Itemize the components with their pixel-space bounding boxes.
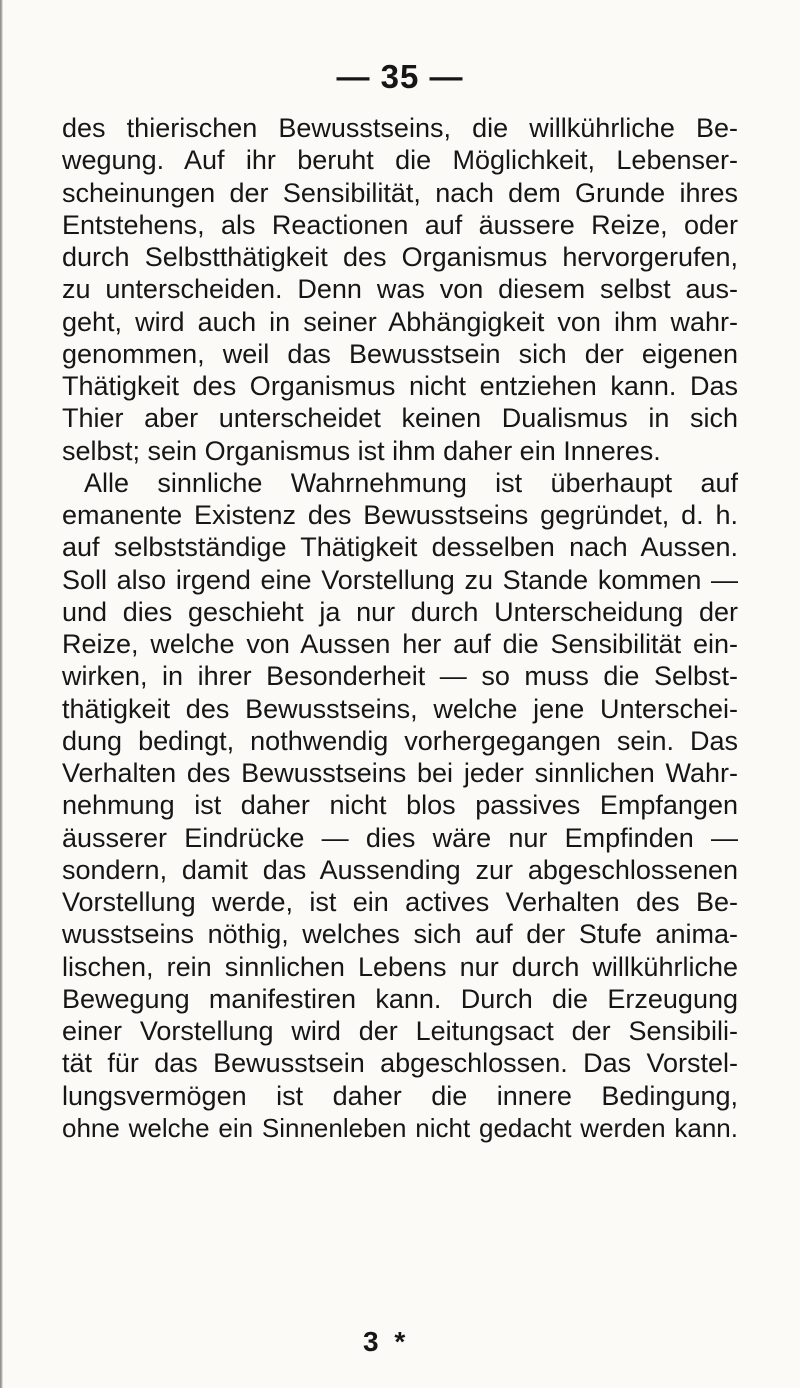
text-line: ohne welche ein Sinnenleben nicht gedacht werden kann. — [62, 1112, 738, 1143]
text-line: Vorstellung werde, ist ein actives Verhalten des Be- — [62, 887, 738, 917]
text-line: durch Selbstthätigkeit des Organismus hervorgerufen, — [62, 242, 738, 272]
text-line: geht, wird auch in seiner Abhängigkeit von ihm wahr- — [62, 306, 738, 337]
text-line: Reize, welche von Aussen her auf die Sensibilität ein- — [62, 629, 738, 659]
text-line: Alle sinnliche Wahrnehmung ist überhaupt auf — [84, 467, 738, 498]
text-line: tät für das Bewusstsein abgeschlossen. Das Vorstel- — [62, 1048, 738, 1079]
text-line: sondern, damit das Aussending zur abgeschlossenen — [62, 854, 738, 885]
text-line: einer Vorstellung wird der Leitungsact der Sensibili- — [62, 1016, 738, 1046]
text-line: und dies geschieht ja nur durch Unterscheidung der — [62, 596, 738, 627]
text-line: thätigkeit des Bewusstseins, welche jene Unterschei- — [62, 693, 738, 724]
text-line: wegung. Auf ihr beruht die Möglichkeit, Lebenser- — [62, 145, 738, 176]
page-binding-edge — [0, 0, 3, 1388]
text-line: auf selbstständige Thätigkeit desselben nach Aussen. — [62, 532, 738, 563]
text-line: lungsvermögen ist daher die innere Bedingung, — [62, 1080, 738, 1111]
text-line: selbst; sein Organismus ist ihm daher ein Inneres. — [62, 435, 661, 466]
text-line: wirken, in ihrer Besonderheit — so muss die Selbst- — [62, 661, 738, 692]
text-line: wusstseins nöthig, welches sich auf der Stufe anima- — [62, 919, 738, 950]
signature-mark: 3 * — [363, 1326, 410, 1357]
text-line: Thier aber unterscheidet keinen Dualismus in sich — [62, 403, 738, 434]
text-line: Thätigkeit des Organismus nicht entziehen kann. Das — [62, 371, 738, 401]
text-line: des thierischen Bewusstseins, die willkührliche Be- — [62, 113, 738, 143]
text-line: scheinungen der Sensibilität, nach dem Grunde ihres — [62, 177, 738, 208]
text-line: Bewegung manifestiren kann. Durch die Erzeugung — [62, 983, 738, 1014]
text-line: lischen, rein sinnlichen Lebens nur durch willkührliche — [62, 951, 738, 982]
text-line: Verhalten des Bewusstseins bei jeder sinnlichen Wahr- — [62, 758, 738, 788]
text-line: zu unterscheiden. Denn was von diesem selbst aus- — [62, 274, 738, 305]
text-line: emanente Existenz des Bewusstseins gegründet, d. h. — [62, 500, 738, 530]
text-line: Entstehens, als Reactionen auf äussere Reize, oder — [62, 209, 738, 240]
text-line: äusserer Eindrücke — dies wäre nur Empfinden — — [62, 822, 738, 853]
text-line: nehmung ist daher nicht blos passives Empfangen — [62, 790, 738, 821]
text-line: genommen, weil das Bewusstsein sich der eigenen — [62, 338, 738, 369]
text-line: Soll also irgend eine Vorstellung zu Stande kommen — — [62, 564, 738, 595]
body-text — [62, 112, 738, 1144]
page-number: — 35 — — [336, 58, 464, 95]
text-line: dung bedingt, nothwendig vorhergegangen sein. Das — [62, 725, 738, 756]
